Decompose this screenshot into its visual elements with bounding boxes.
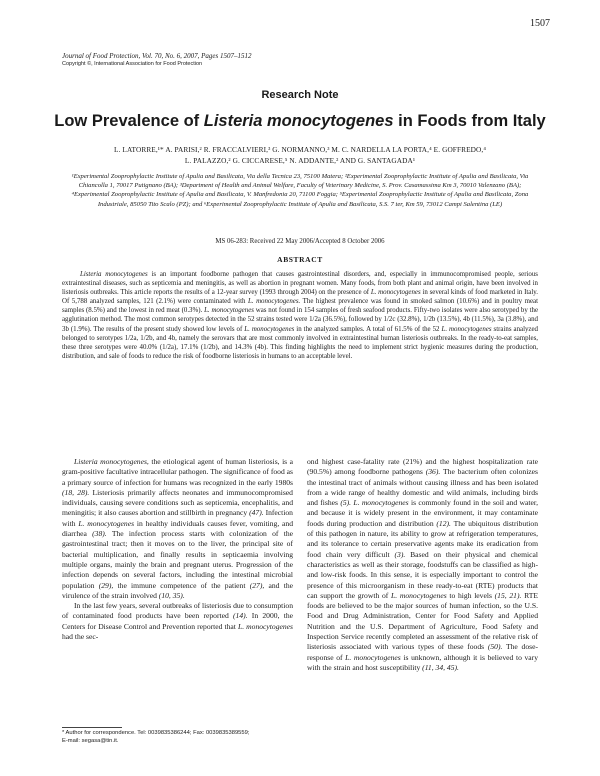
article-title [20,112,580,131]
footnote-rule [62,727,122,728]
intro-paragraph-continued: ond highest case-fatality rate (21%) and the highest hospitalization rate (90.5%) among foodborne pathogens (36). The bacterium often colonizes the intestinal tract of animals without causing illness and has been isolated from a wide range of healthy domestic and wild animals, including birds and fishes (5). L. monocytogenes is commonly found in the soil and water, and because it is widely present in the environment, it may contaminate foods during production and distribution (12). The ubiquitous distribution of this pathogen in nature, its ability to grow at refrigeration temperatures, and its tolerance to certain preservative agents make its eradication from food chain very difficult (3). Based on their physical and chemical characteristics as well as their storage, foodstuffs can be classified as high- and low-risk foods. In this sense, it is especially important to control the presence of this microorganism in these ready-to-eat (RTE) products that can support the growth of L. monocytogenes to high levels (15, 21). RTE foods are believed to be the major sources of human infection, so the U.S. Food and Drug Administration, Center for Food Safety and Applied Nutrition and the U.S. Department of Agriculture, Food Safety and Inspection Service recently completed an assessment of the relative risk of listeriosis associated with various types of these foods (50). The dose-response of L. monocytogenes is unknown, although it is believed to vary with the strain and host susceptibility (11, 34, 45). [307,457,539,672]
body-left-column [62,457,293,642]
title-pre: Low Prevalence of [54,112,204,130]
abstract-body [62,270,538,361]
intro-paragraph-1: Listeria monocytogenes, the etiological agent of human listeriosis, is a gram-positive facultative intracellular pathogen. The significance of food as a primary source of infection for humans was recognized in the early 1980s (18, 28). Listeriosis primarily affects neonates and immunocompromised individuals, causing severe conditions such as septicemia, encephalitis, and meningitis; it also causes abortion and stillbirth in pregnancy (47). Infection with L. monocytogenes in healthy individuals causes fever, vomiting, and diarrhea (38). The infection process starts with colonization of the gastrointestinal tract; then it moves on to the liver, the principal site of bacterial multiplication, and finally results in septicaemia involving multiple organs, mainly the brain and pregnant uterus. Progression of the infection depends on several factors, including the intestinal microbial population (29), the immune competence of the patient (27), and the virulence of the strain involved (10, 35). [62,457,293,600]
body-right-column [307,457,538,673]
footnote-line-2: E-mail: segasa@tin.it. [62,737,119,744]
abstract-heading: ABSTRACT [277,255,323,264]
footnote-line-1: * Author for correspondence. Tel: 0039835386244; Fax: 0039835389559; [62,730,250,736]
title-post: in Foods from Italy [393,112,546,130]
intro-paragraph-2: In the last few years, several outbreaks of listeriosis due to consumption of contaminated food products have been reported (14). In 2000, the Centers for Disease Control and Prevention reported that L. monocytogenes had the sec- [62,601,293,642]
authors-line-1: L. LATORRE,¹* A. PARISI,² R. FRACCALVIERI,³ G. NORMANNO,³ M. C. NARDELLA LA PORTA,⁴ E. GOFFREDO,⁴ [114,145,486,154]
affiliations: ¹Experimental Zooprophylactic Institute of Apulia and Basilicata, Via della Tecnica 23, 75100 Matera; ²Experimental Zooprophylactic Institute of Apulia and Basilicata, Via Chiancolla 1, 70017 Putignano (BA); ³Department of Health and Animal Welfare, Faculty of Veterinary Medicine, S. Prov. Casamassima Km 3, 70010 Valenzano (BA); ⁴Experimental Zooprophylactic Institute of Apulia and Basilicata, V. Manfredonia 20, 71100 Foggia; ⁵Experimental Zooprophylactic Institute of Apulia and Basilicata, Zona Industriale, 85050 Tito Scalo (PZ); and ⁶Experimental Zooprophylactic Institute of Apulia and Basilicata, S.S. 7 ter, Km 59, 73012 Campi Salentina (LE) [71,173,529,208]
author-list [62,144,538,166]
abstract-paragraph: Listeria monocytogenes is an important foodborne pathogen that causes gastrointestinal disorders, and, especially in immunocompromised people, serious extraintestinal diseases, such as septicemia and meningitis, as well as abortion in pregnant women. Many foods, from both plant and animal origin, have been involved in listeriosis outbreaks. This article reports the results of a 12-year survey (1993 through 2004) on the presence of L. monocytogenes in several kinds of food marketed in Italy. Of 5,788 analyzed samples, 121 (2.1%) were contaminated with L. monocytogenes. The highest prevalence was found in smoked salmon (10.6%) and in poultry meat samples (8.5%) and the lowest in red meat (0.3%). L. monocytogenes was not found in 154 samples of fresh seafood products. Fifty-two isolates were also serotyped by the agglutination method. The most common serotypes detected in the 52 strains tested were 1/2a (36.5%), followed by 1/2c (32.8%), 1/2b (13.5%), 4b (11.5%), 3a (3.8%), and 3b (1.9%). The results of the present study showed low levels of L. monocytogenes in the analyzed samples. A total of 61.5% of the 52 L. monocytogenes strains analyzed belonged to serotypes 1/2a, 1/2b, and 4b, namely the serovars that are most commonly involved in extraintestinal human listeriosis outbreaks. In the ready-to-eat samples, these three serotypes were 40.0% (1/2a), 17.1% (1/2b), and 14.3% (4b). This finding highlights the need to implement strict hygienic measures during the production, distribution, and sale of foods to reduce the risk of foodborne listeriosis in humans to an acceptable level. [62,271,538,360]
journal-citation: Journal of Food Protection, Vol. 70, No. 6, 2007, Pages 1507–1512 [62,52,252,60]
page-number: 1507 [530,18,550,29]
authors-line-2: L. PALAZZO,² G. CICCARESE,⁵ N. ADDANTE,² AND G. SANTAGADA¹ [184,156,416,165]
title-species: Listeria monocytogenes [203,112,394,130]
copyright-line: Copyright ©, International Association for Food Protection [62,61,203,67]
manuscript-dates: MS 06-283: Received 22 May 2006/Accepted 8 October 2006 [215,238,385,245]
section-label: Research Note [261,89,339,101]
correspondence-footnote [62,730,302,745]
